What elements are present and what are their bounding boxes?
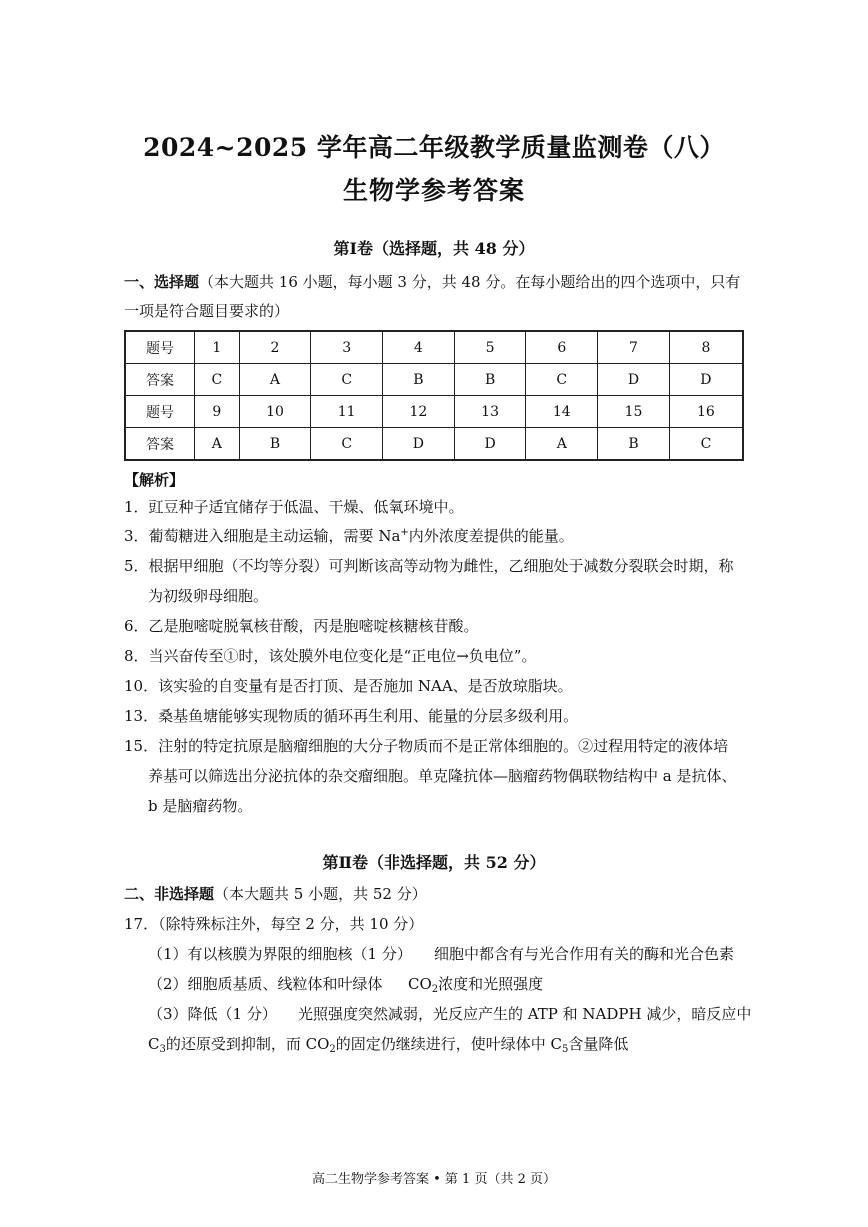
table-cell: B — [383, 364, 455, 396]
table-cell: D — [383, 428, 455, 461]
subscript: 5 — [562, 1044, 569, 1055]
subscript: 2 — [431, 984, 439, 995]
table-cell: D — [669, 364, 743, 396]
analysis-item-10: 10．该实验的自变量有是否打顶、是否施加 NAA、是否放琼脂块。 — [124, 677, 573, 695]
table-cell: A — [526, 428, 598, 461]
table-cell: C — [311, 428, 383, 461]
answer-text: 的固定仍继续进行，使叶绿体中 C — [335, 1035, 563, 1053]
table-cell: 9 — [195, 396, 240, 428]
subscript: 2 — [329, 1044, 336, 1055]
table-cell: 题号 — [125, 396, 195, 428]
answer-table — [124, 330, 744, 461]
table-cell: 16 — [669, 396, 743, 428]
answer-text: 含量降低 — [568, 1035, 629, 1053]
table-cell: 答案 — [125, 428, 195, 461]
subscript: 3 — [159, 1044, 166, 1055]
analysis-text: 内外浓度差提供的能量。 — [408, 527, 574, 545]
table-cell: 5 — [454, 331, 526, 364]
table-cell: 3 — [311, 331, 383, 364]
q17-part3-answer-a: （3）降低（1 分） — [148, 1005, 277, 1023]
table-cell: 题号 — [125, 331, 195, 364]
table-cell: 15 — [598, 396, 670, 428]
q17-part1-answer-b: 细胞中都含有与光合作用有关的酶和光合色素 — [434, 945, 735, 963]
analysis-item-15-cont2: b 是脑瘤药物。 — [148, 797, 253, 815]
table-cell: 13 — [454, 396, 526, 428]
analysis-item-6: 6．乙是胞嘧啶脱氧核苷酸，丙是胞嘧啶核糖核苷酸。 — [124, 617, 479, 635]
analysis-item-1: 1．豇豆种子适宜储存于低温、干燥、低氧环境中。 — [124, 498, 464, 516]
table-cell: 6 — [526, 331, 598, 364]
table-cell: D — [598, 364, 670, 396]
analysis-item-5: 5．根据甲细胞（不均等分裂）可判断该高等动物为雌性，乙细胞处于减数分裂联会时期，称 — [124, 557, 734, 575]
analysis-item-8: 8．当兴奋传至①时，该处膜外电位变化是“正电位→负电位”。 — [124, 647, 537, 665]
table-row — [125, 396, 743, 428]
table-cell: 14 — [526, 396, 598, 428]
table-row — [125, 331, 743, 364]
q17-part3-answer-b: 光照强度突然减弱，光反应产生的 ATP 和 NADPH 减少，暗反应中 — [298, 1005, 752, 1023]
q17-part3-answer-c — [148, 1034, 628, 1054]
q17-part1-answer-a: （1）有以核膜为界限的细胞核（1 分） — [148, 945, 412, 963]
page-title: 2024~2025 学年高二年级教学质量监测卷（八） — [143, 133, 725, 162]
page-footer: 高二生物学参考答案 • 第 1 页（共 2 页） — [311, 1172, 556, 1187]
analysis-item-13: 13．桑基鱼塘能够实现物质的循环再生利用、能量的分层多级利用。 — [124, 707, 579, 725]
part1-heading: 第Ⅰ卷（选择题，共 48 分） — [333, 239, 535, 258]
section1-desc-1: （本大题共 16 小题，每小题 3 分，共 48 分。在每小题给出的四个选项中，只有 — [199, 273, 741, 291]
table-cell: B — [598, 428, 670, 461]
table-cell: 2 — [239, 331, 311, 364]
table-cell: C — [311, 364, 383, 396]
table-cell: C — [669, 428, 743, 461]
analysis-item-15-cont: 养基可以筛选出分泌抗体的杂交瘤细胞。单克隆抗体—脑瘤药物偶联物结构中 a 是抗体、 — [148, 767, 737, 785]
table-cell: 12 — [383, 396, 455, 428]
analysis-text: 3．葡萄糖进入细胞是主动运输，需要 Na — [124, 527, 401, 545]
section2-desc: （本大题共 5 小题，共 52 分） — [214, 885, 427, 903]
table-cell: B — [454, 364, 526, 396]
answer-text: CO — [408, 975, 432, 993]
superscript: + — [400, 527, 409, 538]
answer-text: 浓度和光照强度 — [438, 975, 544, 993]
section1-intro — [124, 272, 740, 292]
analysis-label: 【解析】 — [124, 471, 185, 489]
section1-desc-2: 一项是符合题目要求的） — [124, 302, 290, 320]
table-cell: A — [239, 364, 311, 396]
q17-intro: 17．（除特殊标注外，每空 2 分，共 10 分） — [124, 915, 424, 933]
table-cell: 11 — [311, 396, 383, 428]
table-cell: A — [195, 428, 240, 461]
table-cell: 1 — [195, 331, 240, 364]
table-cell: B — [239, 428, 311, 461]
q17-part2-answer-a: （2）细胞质基质、线粒体和叶绿体 — [148, 975, 383, 993]
table-row — [125, 428, 743, 461]
table-cell: 答案 — [125, 364, 195, 396]
table-cell: 7 — [598, 331, 670, 364]
section1-label: 一、选择题 — [124, 273, 200, 291]
table-cell: C — [195, 364, 240, 396]
table-row — [125, 364, 743, 396]
table-cell: 8 — [669, 331, 743, 364]
answer-text: 的还原受到抑制，而 CO — [165, 1035, 330, 1053]
table-cell: C — [526, 364, 598, 396]
table-cell: 4 — [383, 331, 455, 364]
part2-heading: 第Ⅱ卷（非选择题，共 52 分） — [322, 853, 546, 872]
page-subtitle: 生物学参考答案 — [342, 176, 525, 205]
table-cell: D — [454, 428, 526, 461]
table-cell: 10 — [239, 396, 311, 428]
analysis-item-5-cont: 为初级卵母细胞。 — [148, 587, 269, 605]
analysis-item-3 — [124, 526, 574, 546]
q17-part2-answer-b — [408, 974, 543, 994]
answer-text: C — [148, 1035, 160, 1053]
section2-intro — [124, 884, 427, 904]
section2-label: 二、非选择题 — [124, 885, 215, 903]
analysis-item-15: 15．注射的特定抗原是脑瘤细胞的大分子物质而不是正常体细胞的。②过程用特定的液体培 — [124, 737, 729, 755]
